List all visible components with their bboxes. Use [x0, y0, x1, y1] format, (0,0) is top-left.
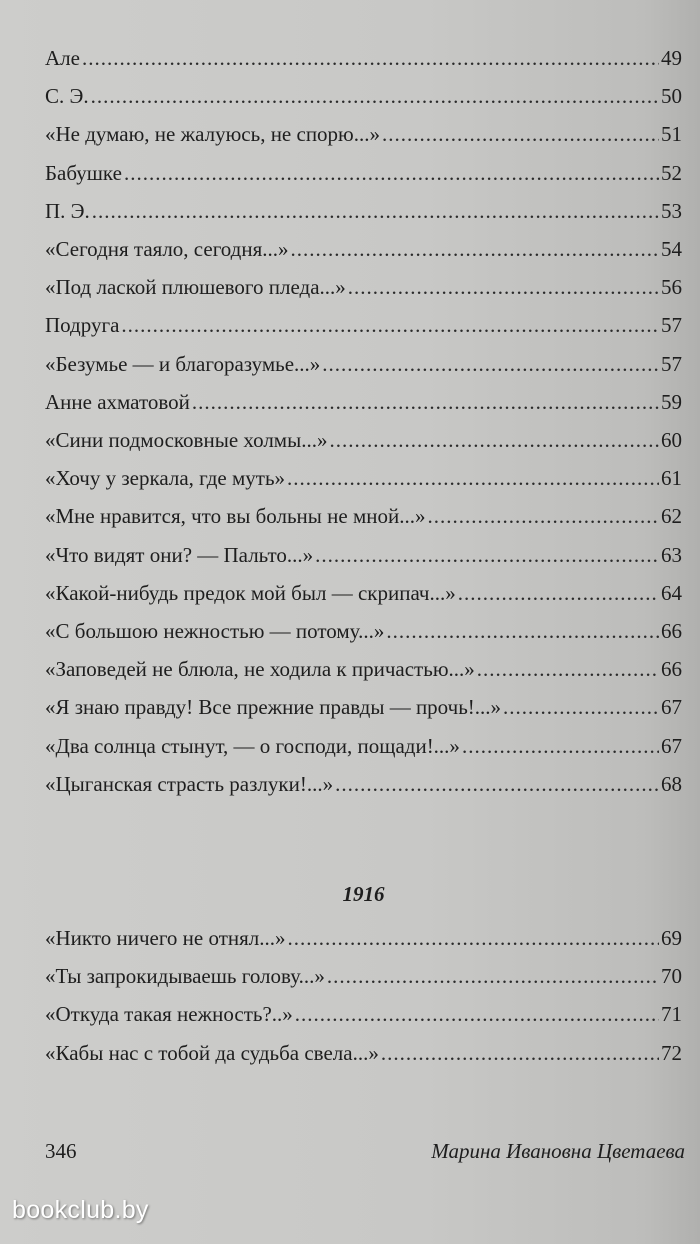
toc-entry-page: 66	[661, 657, 682, 682]
toc-entry-page: 64	[661, 580, 682, 605]
running-author: Марина Ивановна Цветаева	[431, 1139, 685, 1163]
toc-entry	[45, 996, 682, 1032]
toc-entry-title: «Заповедей не блюла, не ходила к причастью...»	[45, 657, 475, 682]
toc-entry-title: «Что видят они? — Пальто...»	[45, 542, 314, 567]
toc-entry	[45, 958, 682, 994]
toc-entry-title: «Откуда такая нежность?..»	[45, 1002, 293, 1027]
toc-entry-page: 56	[661, 275, 682, 300]
toc-entry-title: «Никто ничего не отнял...»	[45, 926, 286, 950]
toc-entry-page: 67	[661, 695, 682, 720]
toc-entry	[45, 269, 682, 305]
toc-entry-title: «Ты запрокидываешь голову...»	[45, 964, 325, 989]
toc-entry-page: 52	[661, 160, 682, 185]
toc-entry	[45, 575, 682, 611]
toc-entry-title: Подруга	[45, 313, 120, 338]
toc-leader-dots	[462, 728, 659, 764]
toc-entry-title: «С большою нежностью — потому...»	[45, 619, 385, 643]
watermark-logo: bookclub.by	[12, 1196, 149, 1224]
toc-entry-page: 59	[661, 389, 682, 414]
toc-entry-title: «Безумье — и благоразумье...»	[45, 351, 321, 376]
toc-leader-dots	[121, 307, 659, 343]
toc-leader-dots	[91, 78, 659, 114]
toc-leader-dots	[329, 422, 659, 458]
toc-entry	[45, 422, 682, 458]
toc-entry-page: 50	[661, 84, 682, 109]
toc-entry-title: Але	[45, 46, 80, 70]
toc-entry-page: 69	[661, 926, 682, 950]
toc-leader-dots	[503, 689, 659, 725]
page-footer	[45, 1134, 685, 1168]
toc-entry-page: 66	[661, 619, 682, 643]
toc-entry-page: 72	[661, 1040, 682, 1065]
toc-entry-title: «Хочу у зеркала, где муть»	[45, 466, 286, 491]
toc-entry-page: 70	[661, 964, 682, 989]
toc-entry-title: Бабушке	[45, 160, 122, 185]
toc-entry-title: «Под лаской плюшевого пледа...»	[45, 275, 346, 300]
toc-entry-title: Анне ахматовой	[45, 389, 190, 414]
toc-entry-title: «Мне нравится, что вы больны не мной...»	[45, 504, 426, 529]
toc-leader-dots	[124, 155, 659, 191]
toc-entry	[45, 689, 682, 725]
toc-entry-title: «Кабы нас с тобой да судьба свела...»	[45, 1040, 379, 1065]
toc-entry-page: 60	[661, 428, 682, 452]
toc-leader-dots	[382, 116, 659, 152]
toc-leader-dots	[458, 575, 659, 611]
toc-leader-dots	[477, 651, 659, 687]
toc-entry-page: 63	[661, 542, 682, 567]
toc-leader-dots	[335, 766, 659, 802]
toc-entry-page: 54	[661, 237, 682, 261]
toc-entry	[45, 307, 682, 343]
toc-leader-dots	[287, 460, 659, 496]
toc-entry	[45, 613, 682, 649]
toc-leader-dots	[327, 958, 659, 994]
toc-entry	[45, 193, 682, 229]
toc-entry	[45, 651, 682, 687]
toc-entry	[45, 78, 682, 114]
toc-entry	[45, 40, 682, 76]
toc-entry	[45, 384, 682, 420]
toc-entry	[45, 766, 682, 802]
toc-leader-dots	[291, 231, 659, 267]
toc-entry-page: 71	[661, 1002, 682, 1027]
toc-leader-dots	[295, 996, 659, 1032]
toc-entry-title: «Два солнца стынут, — о господи, пощади!...»	[45, 733, 460, 758]
toc-entry-page: 62	[661, 504, 682, 529]
toc-entry	[45, 498, 682, 534]
toc-entry-title: «Сегодня таяло, сегодня...»	[45, 237, 289, 261]
toc-entry-page: 53	[661, 198, 682, 223]
toc-entry	[45, 346, 682, 382]
toc-leader-dots	[288, 920, 659, 956]
toc-entry	[45, 1035, 682, 1071]
toc-entry	[45, 231, 682, 267]
toc-leader-dots	[386, 613, 659, 649]
toc-entry	[45, 460, 682, 496]
toc-entry-page: 68	[661, 771, 682, 796]
page-number: 346	[45, 1139, 77, 1163]
toc-entry-title: «Не думаю, не жалуюсь, не спорю...»	[45, 122, 380, 147]
toc-entry	[45, 155, 682, 191]
toc-leader-dots	[92, 193, 659, 229]
toc-leader-dots	[381, 1035, 659, 1071]
toc-entry-title: «Цыганская страсть разлуки!...»	[45, 771, 334, 796]
toc-leader-dots	[348, 269, 659, 305]
toc-leader-dots	[192, 384, 659, 420]
toc-entry-page: 57	[661, 313, 682, 338]
toc-entry-title: «Какой-нибудь предок мой был — скрипач...»	[45, 580, 456, 605]
toc-entry-page: 51	[661, 122, 682, 147]
toc-entry-title: П. Э.	[45, 198, 90, 223]
toc-leader-dots	[322, 346, 659, 382]
toc-entry-page: 61	[661, 466, 682, 491]
toc-leader-dots	[427, 498, 659, 534]
toc-entry-title: С. Э.	[45, 84, 89, 109]
toc-leader-dots	[315, 537, 659, 573]
toc-entry-page: 67	[661, 733, 682, 758]
toc-entry	[45, 116, 682, 152]
toc-entry-page: 49	[661, 46, 682, 70]
toc-entry	[45, 920, 682, 956]
toc-entry-title: «Сини подмосковные холмы...»	[45, 428, 328, 452]
toc-entry-title: «Я знаю правду! Все прежние правды — прочь!...»	[45, 695, 502, 720]
section-heading-1916: 1916	[342, 882, 385, 906]
toc-leader-dots	[82, 40, 659, 76]
toc-entry-page: 57	[661, 351, 682, 376]
toc-entry	[45, 728, 682, 764]
toc-entry	[45, 537, 682, 573]
